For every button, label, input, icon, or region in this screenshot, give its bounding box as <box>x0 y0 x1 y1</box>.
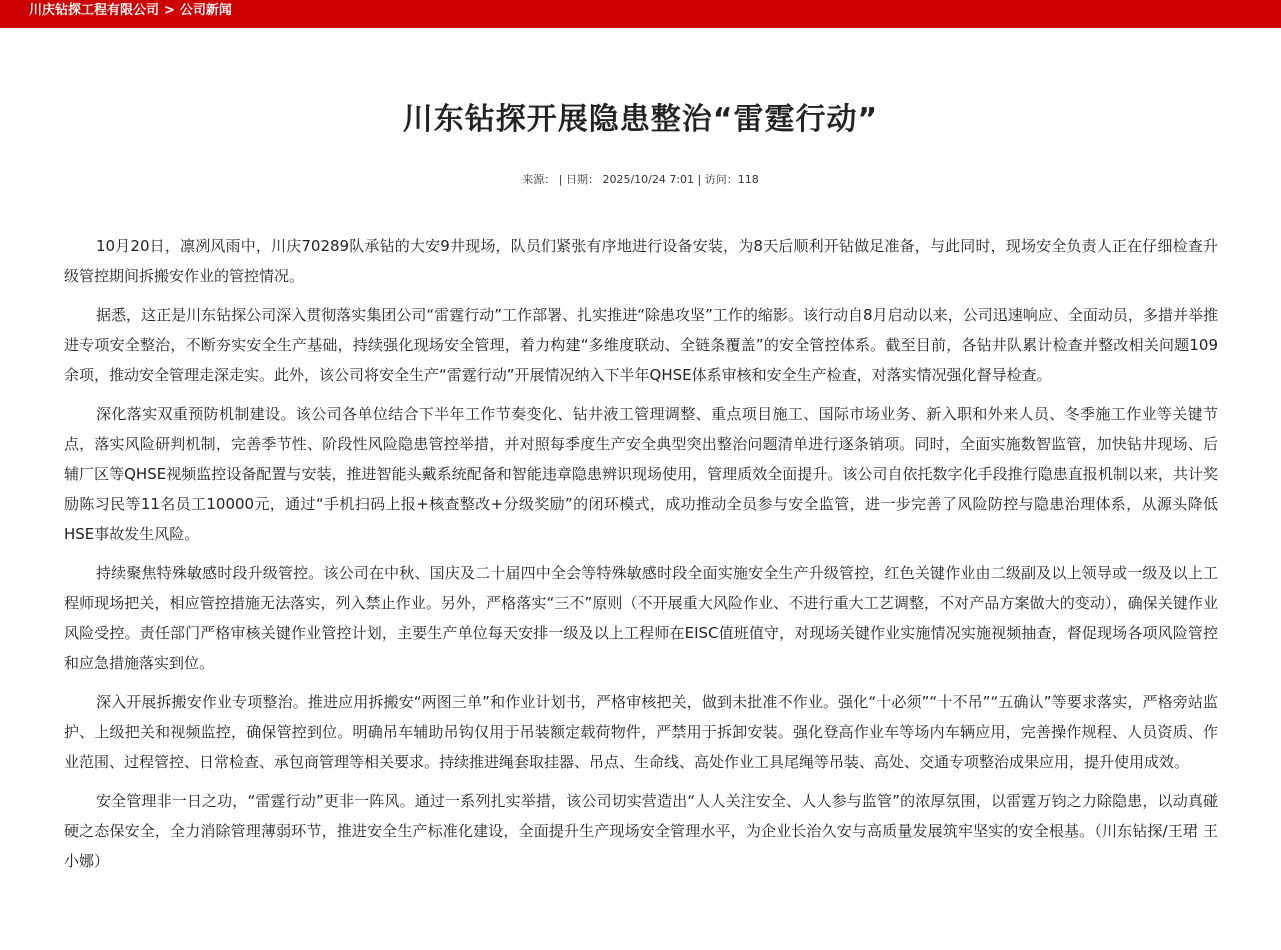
article-paragraph: 持续聚焦特殊敏感时段升级管控。该公司在中秋、国庆及二十届四中全会等特殊敏感时段全面实施安全生产升级管控，红色关键作业由二级副及以上领导或一级及以上工程师现场把关，相应管控措施无法落实，列入禁止作业。另外，严格落实“三不”原则（不开展重大风险作业、不进行重大工艺调整，不对产品方案做大的变动），确保关键作业风险受控。责任部门严格审核关键作业管控计划，主要生产单位每天安排一级及以上工程师在EISC值班值守，对现场关键作业实施情况实施视频抽查，督促现场各项风险管控和应急措施落实到位。 <box>64 564 1218 672</box>
article-paragraph: 10月20日，凛冽风雨中，川庆70289队承钻的大安9井现场，队员们紧张有序地进行设备安装，为8天后顺利开钻做足准备，与此同时，现场安全负责人正在仔细检查升级管控期间拆搬安作业的管控情况。 <box>64 237 1218 285</box>
article-paragraph: 深入开展拆搬安作业专项整治。推进应用拆搬安“两图三单”和作业计划书，严格审核把关，做到未批准不作业。强化“十必须”“十不吊”“五确认”等要求落实，严格旁站监护、上级把关和视频监控，确保管控到位。明确吊车辅助吊钩仅用于吊装额定载荷物件，严禁用于拆卸安装。强化登高作业车等场内车辆应用，完善操作规程、人员资质、作业范围、过程管控、日常检查、承包商管理等相关要求。持续推进绳套取挂器、吊点、生命线、高处作业工具尾绳等吊装、高处、交通专项整治成果应用，提升使用成效。 <box>64 693 1218 771</box>
breadcrumb-current-link[interactable]: 公司新闻 <box>179 3 232 18</box>
article-paragraph: 深化落实双重预防机制建设。该公司各单位结合下半年工作节奏变化、钻井液工管理调整、重点项目施工、国际市场业务、新入职和外来人员、冬季施工作业等关键节点，落实风险研判机制，完善季节性、阶段性风险隐患管控举措，并对照每季度生产安全典型突出整治问题清单进行逐条销项。同时，全面实施数智监管，加快钻井现场、后辅厂区等QHSE视频监控设备配置与安装，推进智能头戴系统配备和智能违章隐患辨识现场使用，管理质效全面提升。该公司自依托数字化手段推行隐患直报机制以来，共计奖励陈习民等11名员工10000元，通过“手机扫码上报+核查整改+分级奖励”的闭环模式，成功推动全员参与安全监管，进一步完善了风险防控与隐患治理体系，从源头降低HSE事故发生风险。 <box>64 405 1218 543</box>
breadcrumb-home-link[interactable]: 川庆钻探工程有限公司 <box>29 3 160 18</box>
breadcrumb <box>0 0 1281 28</box>
article-title: 川东钻探开展隐患整治“雷霆行动” <box>402 102 879 137</box>
article-paragraph: 据悉，这正是川东钻探公司深入贯彻落实集团公司“雷霆行动”工作部署、扎实推进“除患攻坚”工作的缩影。该行动自8月启动以来，公司迅速响应、全面动员，多措并举推进专项安全整治，不断夯实安全生产基础，持续强化现场安全管理，着力构建“多维度联动、全链条覆盖”的安全管控体系。截至目前，各钻井队累计检查并整改相关问题109余项，推动安全管理走深走实。此外，该公司将安全生产“雷霆行动”开展情况纳入下半年QHSE体系审核和安全生产检查，对落实情况强化督导检查。 <box>64 306 1218 384</box>
breadcrumb-separator: > <box>164 3 175 18</box>
article-paragraph: 安全管理非一日之功，“雷霆行动”更非一阵风。通过一系列扎实举措，该公司切实营造出“人人关注安全、人人参与监管”的浓厚氛围，以雷霆万钧之力除隐患，以动真碰硬之态保安全，全力消除管理薄弱环节，推进安全生产标准化建设，全面提升生产现场安全管理水平，为企业长治久安与高质量发展筑牢坚实的安全根基。（川东钻探/王珺 王小娜） <box>64 792 1218 870</box>
article-body <box>64 231 1218 885</box>
article-meta: 来源： | 日期： 2025/10/24 7:01 | 访问：118 <box>522 173 759 186</box>
